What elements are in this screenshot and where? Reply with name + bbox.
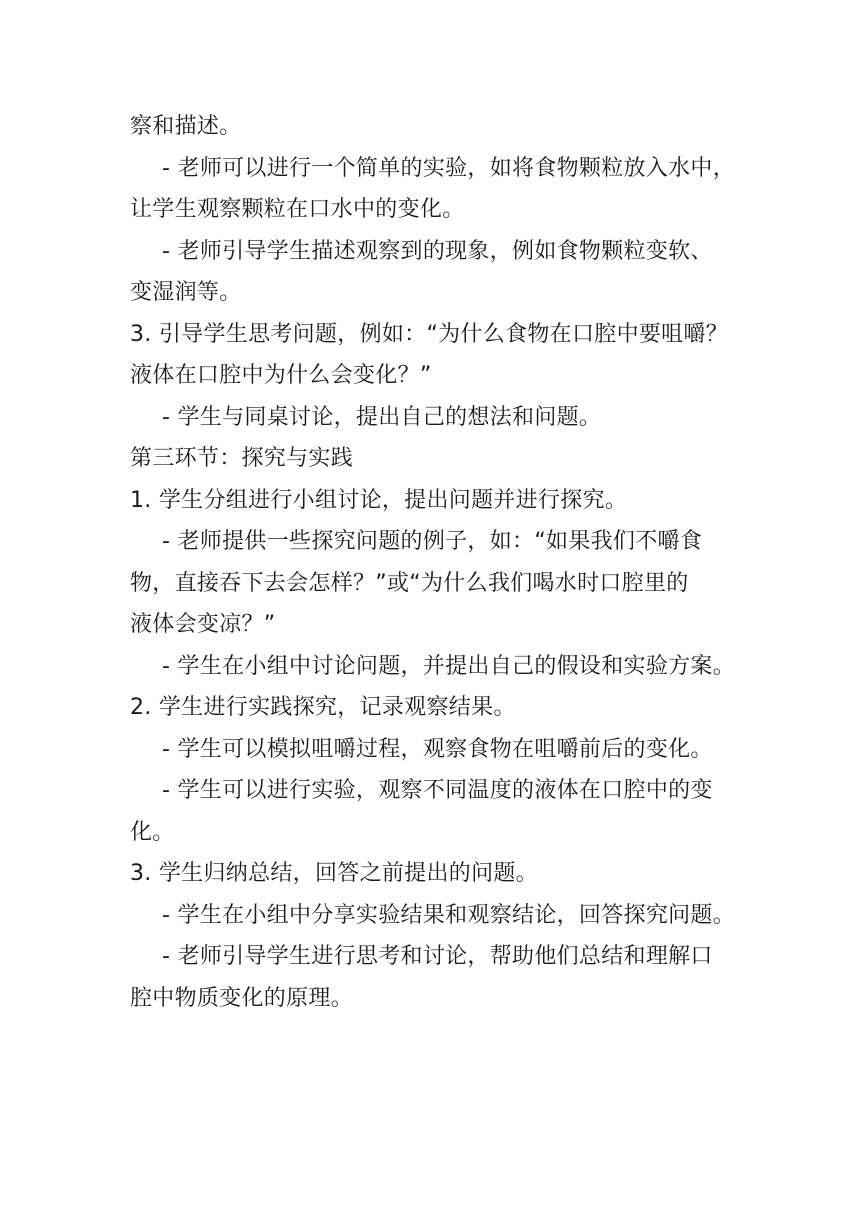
- text-line: 察和描述。: [130, 114, 242, 139]
- text-line: 让学生观察颗粒在口水中的变化。: [130, 197, 465, 222]
- bullet-line: - 学生可以进行实验，观察不同温度的液体在口腔中的变: [162, 778, 713, 803]
- text-line: 化。: [130, 819, 175, 845]
- text-line: 腔中物质变化的原理。: [130, 985, 354, 1011]
- text-line: 物，直接吞下去会怎样？”或“为什么我们喝水时口腔里的: [130, 570, 689, 596]
- document-body: [130, 106, 750, 1019]
- numbered-item: 1. 学生分组进行小组讨论，提出问题并进行探究。: [130, 487, 628, 513]
- text-line: 液体会变凉？”: [130, 612, 276, 637]
- text-line: 液体在口腔中为什么会变化？”: [130, 363, 432, 388]
- section-heading: 第三环节：探究与实践: [130, 446, 354, 471]
- bullet-line: - 老师引导学生描述观察到的现象，例如食物颗粒变软、: [162, 238, 713, 264]
- bullet-line: - 老师引导学生进行思考和讨论，帮助他们总结和理解口: [162, 944, 713, 969]
- bullet-line: - 学生在小组中分享实验结果和观察结论，回答探究问题。: [162, 902, 736, 928]
- numbered-item: 2. 学生进行实践探究，记录观察结果。: [130, 695, 516, 720]
- bullet-line: - 学生与同桌讨论，提出自己的想法和问题。: [162, 404, 602, 430]
- bullet-line: - 老师可以进行一个简单的实验，如将食物颗粒放入水中，: [162, 155, 736, 181]
- numbered-item: 3. 学生归纳总结，回答之前提出的问题。: [130, 861, 538, 886]
- bullet-line: - 老师提供一些探究问题的例子，如：“如果我们不嚼食: [162, 529, 703, 554]
- bullet-line: - 学生可以模拟咀嚼过程，观察食物在咀嚼前后的变化。: [162, 736, 713, 762]
- numbered-item: 3. 引导学生思考问题，例如：“为什么食物在口腔中要咀嚼？: [130, 321, 729, 347]
- text-line: 变湿润等。: [130, 280, 242, 305]
- bullet-line: - 学生在小组中讨论问题，并提出自己的假设和实验方案。: [162, 653, 736, 679]
